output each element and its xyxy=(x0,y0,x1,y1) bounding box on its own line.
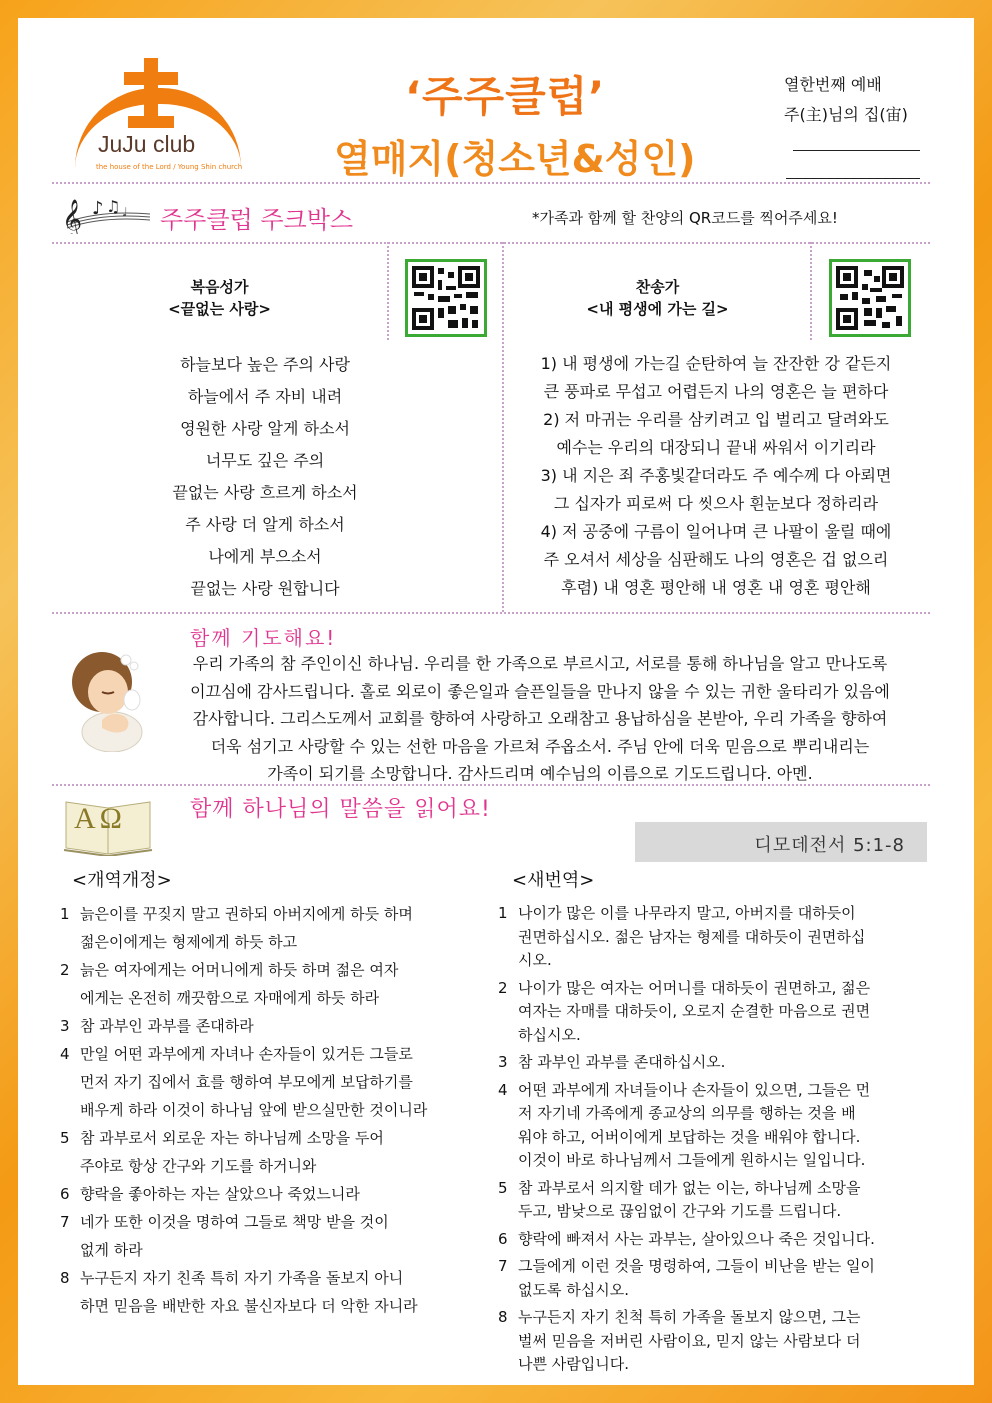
prayer-line: 감사합니다. 그리스도께서 교회를 향하여 사랑하고 오래참고 용납하심을 본받아, 우리 가족을 향하여 xyxy=(192,709,888,728)
verse-text xyxy=(518,1255,875,1302)
qr-code-icon[interactable] xyxy=(829,259,911,337)
lyric-line: 끝없는 사랑 흐르게 하소서 xyxy=(172,483,358,502)
verse-text xyxy=(80,900,413,956)
verse-line: 시오. xyxy=(518,951,552,969)
lyric-line: 끝없는 사랑 원합니다 xyxy=(190,579,340,598)
bible-icon xyxy=(62,792,154,856)
title-sub: 열매지(청소년&성인) xyxy=(334,137,696,181)
verse-line: 어떤 과부에게 자녀들이나 손자들이 있으면, 그들은 먼 xyxy=(518,1080,871,1099)
lyric-line: 주 오셔서 세상을 심판해도 나의 영혼은 겁 없으리 xyxy=(543,550,889,569)
lyric-line: 3) 내 지은 죄 주홍빛같더라도 주 예수께 다 아뢰면 xyxy=(540,466,892,485)
jukebox-title: 주주클럽 주크박스 xyxy=(160,206,354,234)
song1-name: <끝없는 사랑> xyxy=(168,300,271,318)
verse-line: 젊은이에게는 형제에게 하듯 하고 xyxy=(80,933,298,951)
verse-number: 8 xyxy=(498,1308,508,1326)
lyric-line: 그 십자가 피로써 다 씻으사 흰눈보다 정하리라 xyxy=(553,494,879,513)
verse-text xyxy=(518,902,865,973)
verse-item xyxy=(60,1012,480,1040)
song2-name: <내 평생에 가는 길> xyxy=(586,300,729,318)
verse-line: 주야로 항상 간구와 기도를 하거니와 xyxy=(80,1157,317,1175)
verse-text xyxy=(80,956,398,1012)
lyric-line: 너무도 깊은 주의 xyxy=(205,451,325,470)
praying-girl-icon xyxy=(62,640,158,752)
word-title: 함께 하나님의 말씀을 읽어요! xyxy=(190,797,491,822)
verse-line: 누구든지 자기 친족 특히 자기 가족을 돌보지 아니 xyxy=(80,1269,404,1287)
divider xyxy=(52,612,930,614)
verse-line: 에게는 온전히 깨끗함으로 자매에게 하듯 하라 xyxy=(80,989,380,1007)
qr-divider xyxy=(810,242,812,340)
verse-line: 참 과부인 과부를 존대하라 xyxy=(80,1017,254,1035)
verse-number: 4 xyxy=(60,1045,70,1063)
lyric-line: 큰 풍파로 무섭고 어렵든지 나의 영혼은 늘 편하다 xyxy=(543,382,889,401)
verse-item xyxy=(60,900,480,956)
qr-code-icon[interactable] xyxy=(405,259,487,337)
verse-item xyxy=(60,1040,480,1124)
lyric-line: 하늘보다 높은 주의 사랑 xyxy=(180,355,350,374)
verse-number: 1 xyxy=(60,905,70,923)
verse-line: 저 자기네 가족에게 종교상의 의무를 행하는 것을 배 xyxy=(518,1104,856,1122)
verse-item xyxy=(60,1264,480,1320)
prayer-title: 함께 기도해요! xyxy=(190,626,337,650)
lyric-line: 주 사랑 더 알게 하소서 xyxy=(185,515,345,534)
lyric-line: 1) 내 평생에 가는길 순탄하여 늘 잔잔한 강 같든지 xyxy=(540,354,892,373)
svg-text:♫: ♫ xyxy=(106,197,121,216)
verse-line: 늙은이를 꾸짖지 말고 권하되 아버지에게 하듯 하며 xyxy=(80,905,413,923)
divider xyxy=(52,242,930,244)
verse-line: 나이가 많은 여자는 어머니를 대하듯이 권면하고, 젊은 xyxy=(518,978,871,997)
week-label: 열한번째 예배 xyxy=(784,75,882,94)
verse-line: 하면 믿음을 배반한 자요 불신자보다 더 악한 자니라 xyxy=(80,1297,418,1315)
verse-item xyxy=(498,1255,928,1302)
svg-text:♩: ♩ xyxy=(122,205,128,219)
verse-item xyxy=(60,1124,480,1180)
verse-item xyxy=(60,956,480,1012)
verse-number: 7 xyxy=(498,1257,508,1275)
lyric-line: 4) 저 공중에 구름이 일어나며 큰 나팔이 울릴 때에 xyxy=(540,522,892,541)
verse-item xyxy=(498,1079,928,1173)
prayer-line: 우리 가족의 참 주인이신 하나님. 우리를 한 가족으로 부르시고, 서로를 통해 하나님을 알고 만나도록 xyxy=(192,654,888,673)
lyric-line: 영원한 사랑 알게 하소서 xyxy=(180,419,350,438)
verse-line: 두고, 밤낮으로 끊임없이 간구와 기도를 드립니다. xyxy=(518,1202,842,1220)
verse-text xyxy=(80,1040,427,1124)
alpha-omega-text: AΩ xyxy=(74,802,126,835)
verse-line: 여자는 자매를 대하듯이, 오로지 순결한 마음으로 권면 xyxy=(518,1002,871,1020)
verse-line: 향락을 좋아하는 자는 살았으나 죽었느니라 xyxy=(80,1185,360,1203)
verse-text xyxy=(518,977,870,1048)
song2-lyrics xyxy=(510,350,922,602)
verse-line: 그들에게 이런 것을 명령하여, 그들이 비난을 받는 일이 xyxy=(518,1257,875,1275)
verse-number: 2 xyxy=(60,961,70,979)
divider xyxy=(52,784,930,786)
prayer-line: 더욱 섬기고 사랑할 수 있는 선한 마음을 가르쳐 주옵소서. 주님 안에 더욱 믿음으로 뿌리내리는 xyxy=(210,736,870,756)
blank-line-2 xyxy=(786,178,920,179)
right-heading: <새번역> xyxy=(512,870,595,891)
verse-number: 7 xyxy=(60,1213,70,1231)
verse-item xyxy=(60,1180,480,1208)
verse-number: 4 xyxy=(498,1080,508,1099)
verse-line: 향락에 빠져서 사는 과부는, 살아있으나 죽은 것입니다. xyxy=(518,1229,875,1248)
verse-number: 5 xyxy=(498,1178,508,1197)
lyric-line: 예수는 우리의 대장되니 끝내 싸워서 이기리라 xyxy=(556,438,876,457)
lyric-line: 2) 저 마귀는 우리를 삼키려고 입 벌리고 달려와도 xyxy=(543,410,889,429)
scripture-reference xyxy=(635,822,927,862)
lyric-line: 하늘에서 주 자비 내려 xyxy=(187,387,343,406)
verse-number: 1 xyxy=(498,904,508,922)
verse-line: 배우게 하라 이것이 하나님 앞에 받으실만한 것이니라 xyxy=(80,1101,428,1119)
verse-text xyxy=(80,1012,254,1040)
prayer-line: 이끄심에 감사드립니다. 홀로 외로이 좋은일과 슬픈일들을 만나지 않을 수 있는 귀한 울타리가 있음에 xyxy=(190,681,890,701)
left-heading: <개역개정> xyxy=(72,870,172,891)
verse-line: 나쁜 사람입니다. xyxy=(518,1355,629,1373)
verse-item xyxy=(498,1051,928,1075)
verse-line: 누구든지 자기 친척 특히 가족을 돌보지 않으면, 그는 xyxy=(518,1308,861,1326)
music-notes-icon xyxy=(62,192,152,234)
verse-line: 없도록 하십시오. xyxy=(518,1280,629,1299)
song1-lyrics xyxy=(100,349,430,605)
song2-type: 찬송가 xyxy=(635,278,680,296)
verse-line: 권면하십시오. 젊은 남자는 형제를 대하듯이 권면하십 xyxy=(518,927,866,946)
divider xyxy=(52,182,930,184)
verse-item xyxy=(498,1306,928,1377)
verse-line: 하십시오. xyxy=(518,1025,581,1044)
verse-line: 나이가 많은 이를 나무라지 말고, 아버지를 대하듯이 xyxy=(518,904,856,922)
verse-text xyxy=(518,1228,875,1252)
column-divider xyxy=(502,242,504,612)
verse-line: 늙은 여자에게는 어머니에게 하듯 하며 젊은 여자 xyxy=(80,961,399,979)
verse-line: 없게 하라 xyxy=(80,1241,143,1259)
verse-line: 만일 어떤 과부에게 자녀나 손자들이 있거든 그들로 xyxy=(80,1045,413,1063)
verse-number: 6 xyxy=(60,1185,70,1203)
qr-divider xyxy=(387,242,389,340)
house-label: 주(主)님의 집(宙) xyxy=(784,105,908,124)
svg-text:♪: ♪ xyxy=(92,198,104,219)
verse-item xyxy=(498,1177,928,1224)
verse-item xyxy=(498,902,928,973)
right-verse-list xyxy=(498,902,928,1381)
blank-line-1 xyxy=(793,150,920,151)
verse-number: 8 xyxy=(60,1269,70,1287)
verse-line: 참 과부인 과부를 존대하십시오. xyxy=(518,1053,726,1071)
verse-text xyxy=(518,1177,860,1224)
verse-text xyxy=(80,1180,360,1208)
logo-tagline: the house of the Lord / Young Shin church xyxy=(96,163,243,171)
verse-line: 참 과부로서 외로운 자는 하나님께 소망을 두어 xyxy=(80,1129,384,1147)
prayer-line: 가족이 되기를 소망합니다. 감사드리며 예수님의 이름으로 기도드립니다. 아멘. xyxy=(267,764,813,783)
verse-text xyxy=(80,1124,384,1180)
reference-text: 디모데전서 5:1-8 xyxy=(754,835,905,856)
title-main: ‘주주클럽’ xyxy=(405,72,606,121)
verse-line: 벌써 믿음을 저버린 사람이요, 믿지 않는 사람보다 더 xyxy=(518,1331,861,1350)
verse-text xyxy=(518,1306,860,1377)
verse-text xyxy=(518,1051,725,1075)
verse-number: 3 xyxy=(498,1053,508,1071)
verse-item xyxy=(498,977,928,1048)
verse-number: 6 xyxy=(498,1229,508,1248)
verse-item xyxy=(498,1228,928,1252)
verse-line: 참 과부로서 의지할 데가 없는 이는, 하나님께 소망을 xyxy=(518,1178,861,1197)
prayer-text xyxy=(162,650,918,788)
logo-name: JuJu club xyxy=(98,131,196,157)
verse-line: 먼저 자기 집에서 효를 행하여 부모에게 보답하기를 xyxy=(80,1073,413,1091)
lyric-line: 후렴) 내 영혼 평안해 내 영혼 내 영혼 평안해 xyxy=(561,578,871,597)
lyric-line: 나에게 부으소서 xyxy=(208,547,322,566)
jukebox-note: *가족과 함께 할 찬양의 QR코드를 찍어주세요! xyxy=(532,209,838,227)
song1-type: 복음성가 xyxy=(190,278,249,296)
verse-line: 네가 또한 이것을 명하여 그들로 책망 받을 것이 xyxy=(80,1213,389,1231)
verse-line: 이것이 바로 하나님께서 그들에게 원하시는 일입니다. xyxy=(518,1151,866,1169)
verse-text xyxy=(518,1079,870,1173)
verse-text xyxy=(80,1264,418,1320)
svg-text:𝄞: 𝄞 xyxy=(62,199,83,234)
verse-item xyxy=(60,1208,480,1264)
verse-text xyxy=(80,1208,389,1264)
verse-number: 2 xyxy=(498,978,508,997)
verse-number: 3 xyxy=(60,1017,70,1035)
verse-line: 워야 하고, 어버이에게 보답하는 것을 배워야 합니다. xyxy=(518,1127,861,1146)
left-verse-list xyxy=(60,900,480,1320)
verse-number: 5 xyxy=(60,1129,70,1147)
